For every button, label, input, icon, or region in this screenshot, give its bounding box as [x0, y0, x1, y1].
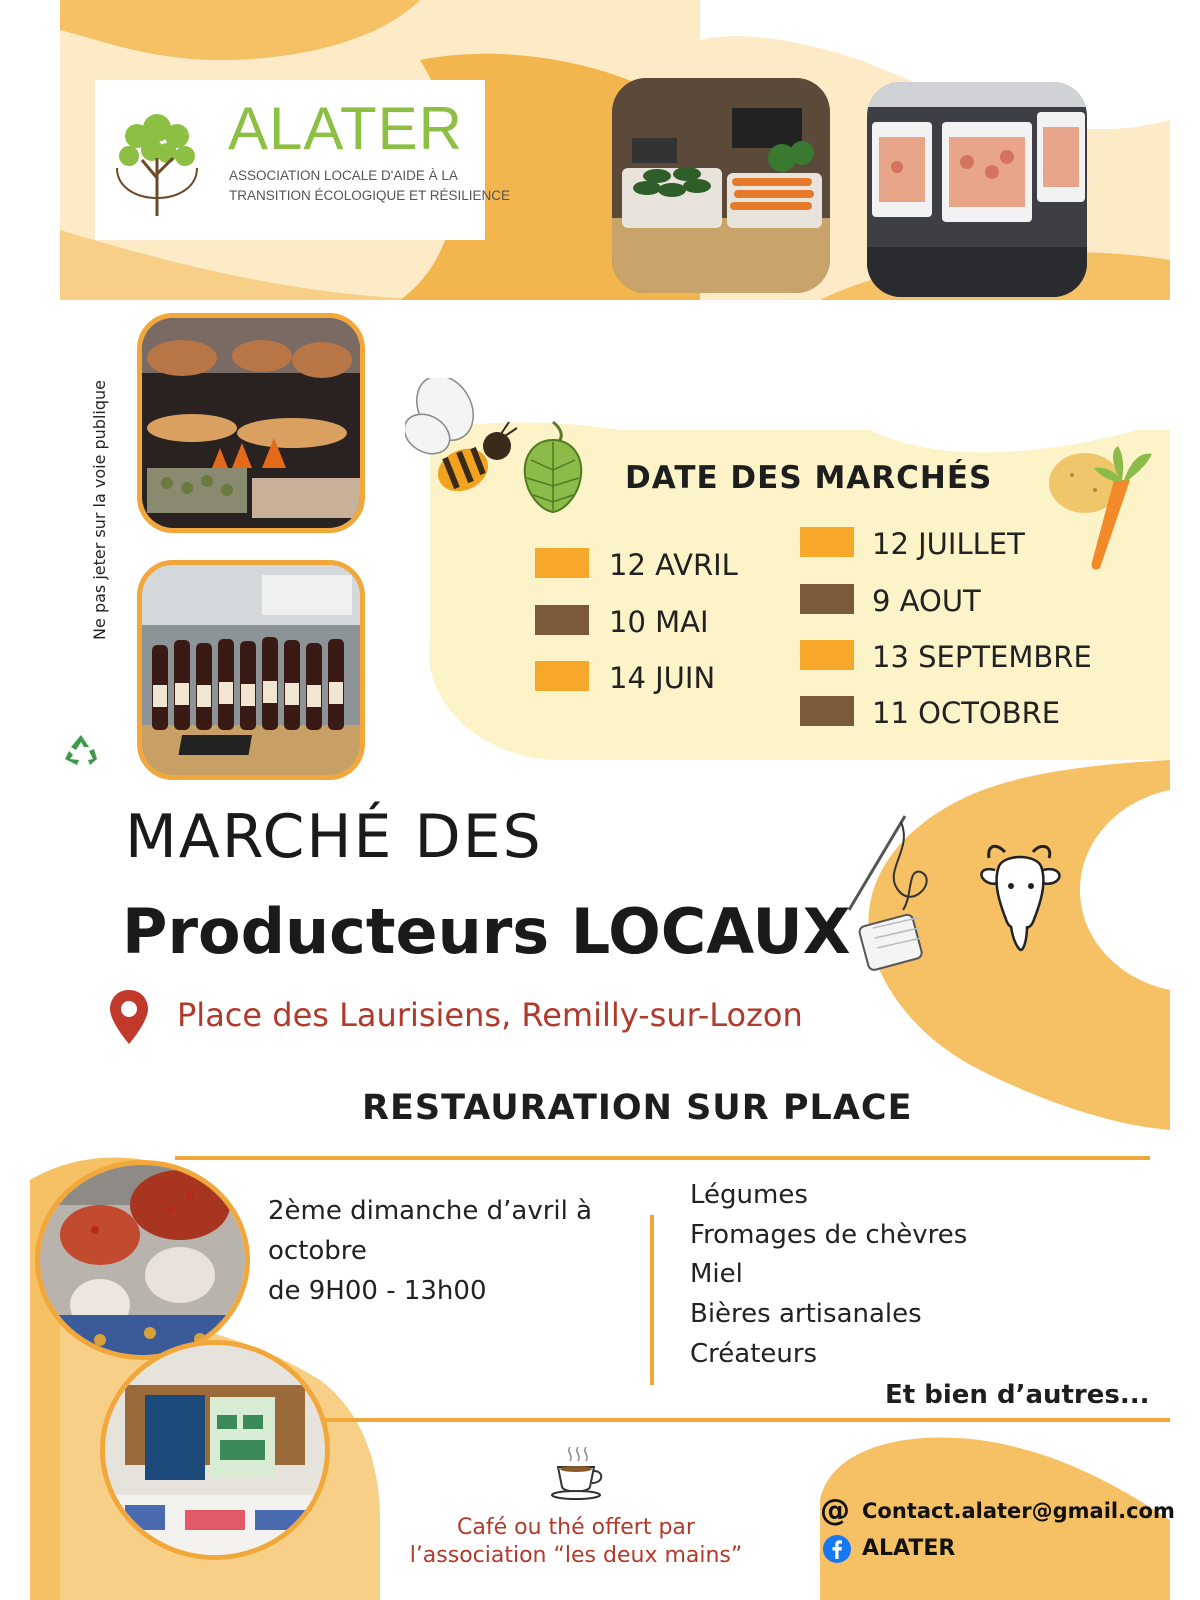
date-item: 13 SEPTEMBRE: [872, 640, 1092, 674]
grill-photo: [137, 313, 365, 533]
date-item: 12 JUILLET: [872, 527, 1025, 561]
hops-icon: [513, 420, 593, 515]
bee-icon: [405, 378, 520, 508]
at-sign-icon: @: [820, 1493, 850, 1528]
product-item: Miel: [690, 1259, 743, 1289]
cafe-line1: Café ou thé offert par: [457, 1515, 695, 1540]
date-item: 12 AVRIL: [609, 548, 738, 582]
side-note: Ne pas jeter sur la voie publique: [90, 380, 109, 640]
map-pin-icon: [108, 988, 150, 1046]
more-text: Et bien d’autres...: [885, 1380, 1150, 1410]
date-swatch-orange: [535, 661, 589, 691]
date-item: 10 MAI: [609, 605, 709, 639]
date-swatch-brown: [800, 584, 854, 614]
dates-heading: DATE DES MARCHÉS: [625, 460, 993, 496]
date-item: 9 AOUT: [872, 584, 981, 618]
product-item: Créateurs: [690, 1339, 818, 1369]
title-line1: MARCHÉ DES: [125, 802, 543, 872]
tree-logo-icon: [107, 98, 207, 218]
logo-subtitle-line2: TRANSITION ÉCOLOGIQUE ET RÉSILIENCE: [229, 188, 511, 203]
cafe-line2: l’association “les deux mains”: [409, 1543, 743, 1568]
date-swatch-orange: [535, 548, 589, 578]
date-item: 14 JUIN: [609, 661, 716, 695]
schedule-line3: de 9H00 - 13h00: [268, 1276, 487, 1306]
date-swatch-orange: [800, 640, 854, 670]
contact-facebook[interactable]: ALATER: [862, 1536, 956, 1561]
schedule-line1: 2ème dimanche d’avril à: [268, 1196, 593, 1226]
carrot-icon: [1080, 440, 1165, 575]
goat-icon: [975, 842, 1070, 952]
recycle-icon: [63, 733, 99, 767]
date-item: 11 OCTOBRE: [872, 696, 1061, 730]
logo-card: [95, 80, 511, 240]
schedule-line2: octobre: [268, 1236, 367, 1266]
needle-thread-icon: [843, 810, 953, 975]
vegetable-stall-photo: [612, 78, 830, 293]
beer-bottles-photo: [137, 560, 365, 780]
fabric-hats-photo: [35, 1160, 250, 1360]
logo-subtitle-line1: ASSOCIATION LOCALE D'AIDE À LA: [229, 168, 458, 183]
contact-email[interactable]: Contact.alater@gmail.com: [862, 1499, 1175, 1523]
product-item: Bières artisanales: [690, 1299, 922, 1329]
location-text: Place des Laurisiens, Remilly-sur-Lozon: [177, 996, 803, 1034]
product-item: Fromages de chèvres: [690, 1220, 968, 1250]
date-swatch-orange: [800, 527, 854, 557]
restauration-heading: RESTAURATION SUR PLACE: [362, 1088, 913, 1128]
meat-counter-photo: [867, 82, 1087, 297]
title-line2: Producteurs LOCAUX: [122, 895, 851, 968]
date-swatch-brown: [800, 696, 854, 726]
logo-name: ALATER: [228, 95, 463, 162]
product-item: Légumes: [690, 1180, 808, 1210]
coffee-cup-icon: [548, 1443, 608, 1501]
facebook-icon[interactable]: [822, 1534, 852, 1564]
date-swatch-brown: [535, 605, 589, 635]
